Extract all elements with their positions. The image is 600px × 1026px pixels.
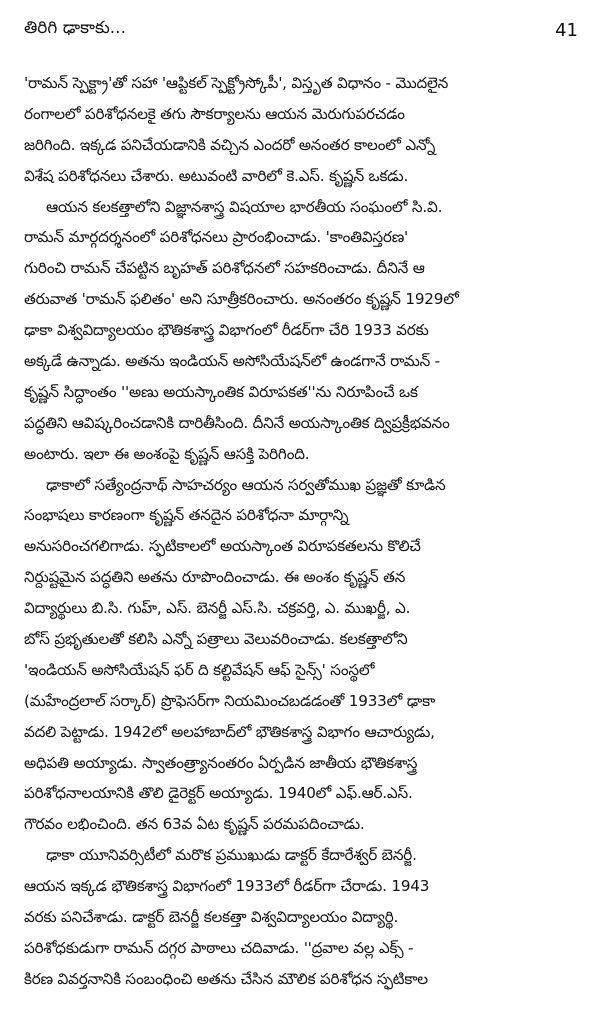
paragraph-start-line: ఆయన కలకత్తాలోని విజ్ఞానశాస్త్ర విషయాల భారతీయ సంఘంలో సి.వి. <box>46 197 443 216</box>
text-line: వదలి పెట్టాడు. 1942లో అలహాబాద్‌లో భౌతికశాస్త్ర విభాగం ఆచార్యుడు, <box>24 722 435 741</box>
text-line: విశేష పరిశోధనలు చేశారు. అటువంటి వారిలో కె.ఎస్. కృష్ణన్ ఒకడు. <box>24 166 409 185</box>
text-line: అక్కడే ఉన్నాడు. అతను ఇండియన్ అసోసియేషన్‌లో ఉండగానే రామన్ - <box>24 352 440 371</box>
text-line: జరిగింది. ఇక్కడ పనిచేయడానికి వచ్చిన ఎందరో అనంతర కాలంలో ఎన్నో <box>24 135 436 154</box>
running-title: తిరిగి ఢాకాకు... <box>24 18 126 38</box>
text-line: గురించి రామన్ చేపట్టిన బృహత్ పరిశోధనలో సహకరించాడు. దీనినే ఆ <box>24 259 425 278</box>
text-line: సంభాషలు కారణంగా కృష్ణన్ తనదైన పరిశోధనా మార్గాన్ని <box>24 506 349 525</box>
paragraph-start-line: ఢాకాలో సత్యేంద్రనాథ్ సాహచర్యం ఆయన సర్వతోముఖ ప్రజ్ఞతో కూడిన <box>46 475 446 494</box>
text-line: రామన్ మార్గదర్శనంలో పరిశోధనలు ప్రారంభించాడు. 'కాంతివిస్తరణ' <box>24 228 409 247</box>
text-line: ఢాకా విశ్వవిద్యాలయం భౌతికశాస్త్ర విభాగంలో రీడర్‌గా చేరి 1933 వరకు <box>24 321 429 340</box>
page-number: 41 <box>555 19 578 41</box>
text-line: 'ఇండియన్ అసోసియేషన్ ఫర్ ది కల్టివేషన్ ఆఫ్ సైన్స్' సంస్థలో <box>24 660 375 679</box>
text-line: అధిపతి అయ్యాడు. స్వాతంత్ర్యానంతరం ఏర్పడిన జాతీయ భౌతికశాస్త్ర <box>24 753 418 772</box>
paragraph-start-line: ఢాకా యూనివర్సిటీలో మరొక ప్రముఖుడు డాక్టర్ కేదారేశ్వర్ బెనర్జీ. <box>46 846 417 865</box>
text-line: రంగాలలో పరిశోధనలకై తగు సౌకర్యాలను ఆయన మెరుగుపరచడం <box>24 104 405 123</box>
text-line: అంటారు. ఇలా ఈ అంశంపై కృష్ణన్ ఆసక్తి పెరిగింది. <box>24 444 310 463</box>
body-text <box>24 68 580 995</box>
text-line: పరిశోధనాలయానికి తొలి డైరెక్టర్ అయ్యాడు. 1940లో ఎఫ్.ఆర్.ఎస్. <box>24 784 413 803</box>
text-line: బోస్ ప్రభృతులతో కలిసి ఎన్నో పత్రాలు వెలువరించాడు. కలకత్తాలోని <box>24 630 408 649</box>
text-line: తరువాత 'రామన్ ఫలితం' అని సూత్రీకరించారు. అనంతరం కృష్ణన్ 1929లో <box>24 290 459 309</box>
text-line: గౌరవం లభించింది. తన 63వ ఏట కృష్ణన్ పరమపదించాడు. <box>24 815 365 834</box>
text-line: నిర్దుష్టమైన పద్ధతిని అతను రూపొందించాడు. ఈ అంశం కృష్ణన్ తన <box>24 568 406 587</box>
text-line: వరకు పనిచేశాడు. డాక్టర్ బెనర్జీ కలకత్తా విశ్వవిద్యాలయం విద్యార్థి. <box>24 908 399 927</box>
text-line: (మహేంద్రలాల్ సర్కార్) ప్రొఫెసర్‌గా నియమించబడడంతో 1933లో ఢాకా <box>24 691 436 710</box>
text-line: అనుసరించగలిగాడు. స్ఫటికాలలో అయస్కాంత విరూపకతలను కొలిచే <box>24 537 421 556</box>
text-line: పరిశోధకుడుగా రామన్ దగ్గర పాఠాలు చదివాడు. ''ద్రవాల వల్ల ఎక్స్ - <box>24 938 414 957</box>
text-line: కృష్ణన్ సిద్ధాంతం ''అణు అయస్కాంతిక విరూపకత''ను నిరూపించే ఒక <box>24 382 418 401</box>
text-line: కిరణ వివర్తనానికి సంబంధించి అతను చేసిన మౌలిక పరిశోధన స్ఫటికాల <box>24 969 428 988</box>
text-line: 'రామన్ స్పెక్ట్రా'తో సహా 'ఆప్టికల్ స్పెక్ట్రోస్కోపీ', విస్తృత విధానం - మొదలైన <box>24 74 449 92</box>
text-line: విద్యార్థులు బి.సి. గుహ్, ఎస్. బెనర్జీ ఎస్.సి. చక్రవర్తి, ఎ. ముఖర్జీ, ఎ. <box>24 599 411 618</box>
text-line: ఆయన ఇక్కడ భౌతికశాస్త్ర విభాగంలో 1933లో రీడర్‌గా చేరాడు. 1943 <box>24 877 430 896</box>
page-header <box>24 16 578 44</box>
text-line: పద్ధతిని ఆవిష్కరించడానికి దారితీసింది. దీనినే అయస్కాంతిక ద్విప్రక్రీభవనం <box>24 413 450 432</box>
